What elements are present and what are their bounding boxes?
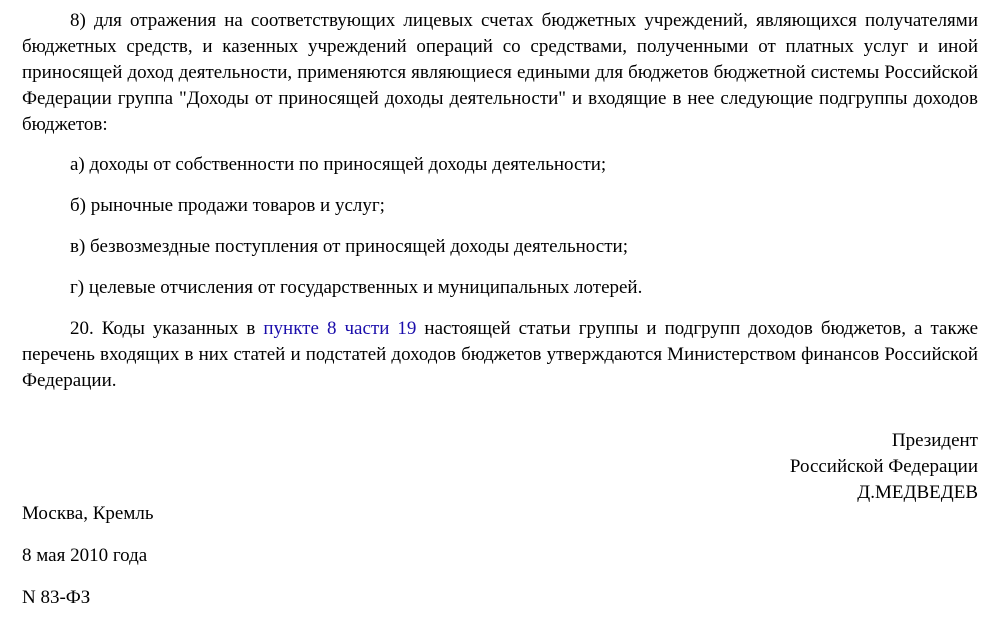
signing-place: Москва, Кремль xyxy=(22,503,154,524)
paragraph-20-text-after: настоящей статьи группы и подгрупп доходов бюджетов, а также перечень входящих в них статей и подстатей доходов бюджетов утверждаются Министерством финансов Российской Федерации. xyxy=(22,318,978,391)
signature-name: Д.МЕДВЕДЕВ xyxy=(857,482,978,503)
signing-date: 8 мая 2010 года xyxy=(22,545,148,566)
list-item-b: б) рыночные продажи товаров и услуг; xyxy=(70,195,385,216)
paragraph-20-text-before: 20. Коды указанных в xyxy=(70,318,264,339)
signature-title-line2: Российской Федерации xyxy=(789,456,978,477)
paragraph-20 xyxy=(22,316,978,394)
document-body xyxy=(22,0,978,394)
list-item-v: в) безвозмездные поступления от приносящей доходы деятельности; xyxy=(70,236,628,257)
signature-block xyxy=(790,428,978,506)
article-reference-link[interactable]: пункте 8 части 19 xyxy=(263,318,417,339)
list-item-g: г) целевые отчисления от государственных и муниципальных лотерей. xyxy=(70,277,643,298)
list-item-a: а) доходы от собственности по приносящей доходы деятельности; xyxy=(70,154,607,175)
paragraph-8: 8) для отражения на соответствующих лицевых счетах бюджетных учреждений, являющихся получателями бюджетных средств, и казенных учреждений операций со средствами, полученными от платных услуг и иной приносящей доход деятельности, применяются являющиеся едиными для бюджетов бюджетной системы Российской Федерации группа "Доходы от приносящей доходы деятельности" и входящие в нее следующие подгруппы доходов бюджетов: xyxy=(22,10,978,135)
signature-title-line1: Президент xyxy=(891,430,978,451)
law-number: N 83-ФЗ xyxy=(22,587,91,608)
